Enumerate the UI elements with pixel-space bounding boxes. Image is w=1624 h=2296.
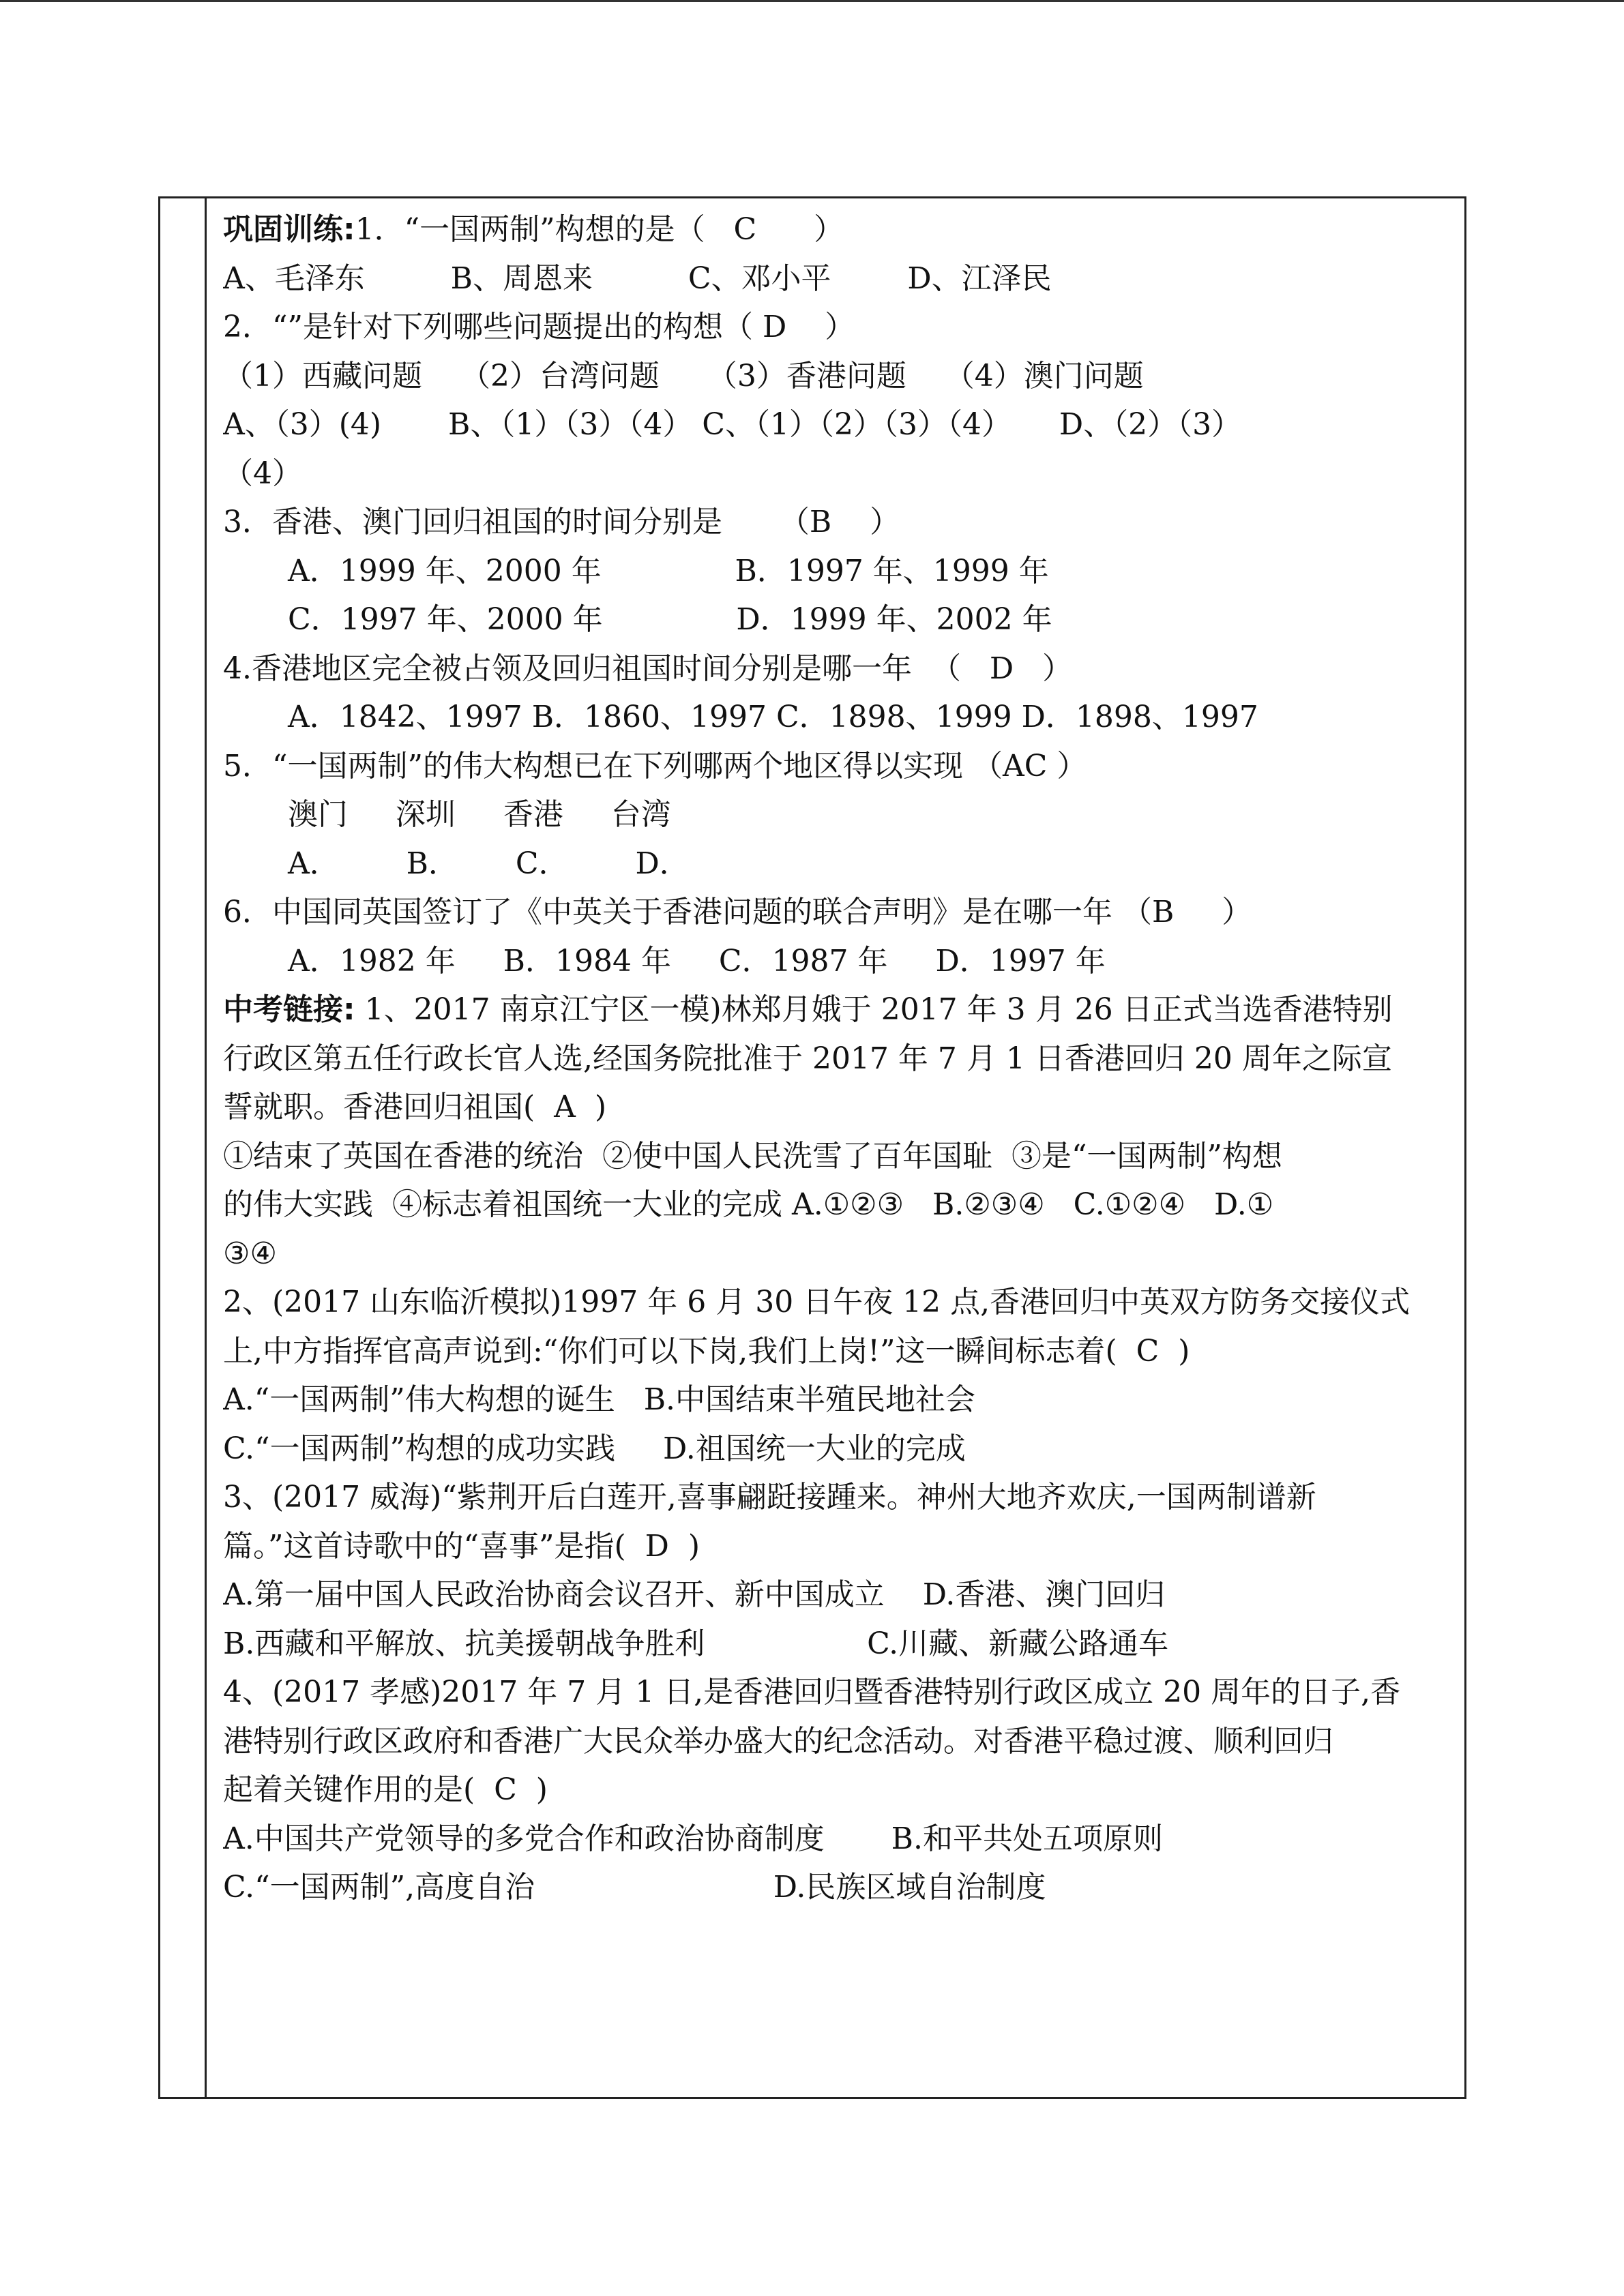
text-line <box>223 254 1458 303</box>
line-text: 港特别行政区政府和香港广大民众举办盛大的纪念活动。对香港平稳过渡、顺利回归 <box>223 1723 1333 1759</box>
text-line <box>223 595 1458 644</box>
section-heading: 中考链接: <box>223 992 355 1027</box>
line-text: 篇。”这首诗歌中的“喜事”是指( D ) <box>223 1528 700 1564</box>
line-text: A．1842、1997 B．1860、1997 C．1898、1999 D．1898、1997 <box>288 700 1258 734</box>
text-line <box>223 1375 1458 1425</box>
line-text: 上,中方指挥官高声说到:“你们可以下岗,我们上岗!”这一瞬间标志着( C ) <box>223 1333 1190 1369</box>
line-text: A.中国共产党领导的多党合作和政治协商制度 B.和平共处五项原则 <box>223 1821 1163 1856</box>
line-text: 1、2017 南京江宁区一模)林郑月娥于 2017 年 3 月 26 日正式当选香港特别 <box>355 992 1393 1027</box>
text-line <box>223 693 1458 742</box>
line-text: B.西藏和平解放、抗美援朝战争胜利 C.川藏、新藏公路通车 <box>223 1626 1169 1661</box>
line-text: 5．“一国两制”的伟大构想已在下列哪两个地区得以实现 （AC ） <box>223 748 1087 784</box>
text-line <box>223 1765 1458 1815</box>
text-line <box>223 839 1458 889</box>
line-text: A． B． C． D． <box>288 846 690 881</box>
section-heading: 巩固训练: <box>223 212 355 247</box>
line-text: （1）西藏问题 （2）台湾问题 （3）香港问题 （4）澳门问题 <box>223 358 1144 393</box>
text-line <box>223 1815 1458 1864</box>
text-line <box>223 644 1458 694</box>
line-text: A、毛泽东 B、周恩来 C、邓小平 D、江泽民 <box>223 260 1052 296</box>
text-line <box>223 1717 1458 1766</box>
text-line <box>223 1132 1458 1181</box>
line-text: A、（3）(4) B、（1）（3）（4） C、（1）（2）（3）（4） D、（2）（3） <box>223 407 1242 442</box>
text-line <box>223 498 1458 547</box>
line-text: 4、(2017 孝感)2017 年 7 月 1 日,是香港回归暨香港特别行政区成立 20 周年的日子,香 <box>223 1675 1401 1710</box>
line-text: ③④ <box>223 1236 277 1271</box>
text-line <box>223 205 1458 254</box>
text-line <box>223 547 1458 596</box>
line-text: A.第一届中国人民政治协商会议召开、新中国成立 D.香港、澳门回归 <box>223 1577 1166 1612</box>
text-line <box>223 888 1458 937</box>
line-text: C．1997 年、2000 年 D．1999 年、2002 年 <box>288 602 1052 637</box>
text-line <box>223 985 1458 1034</box>
line-text: 3．香港、澳门回归祖国的时间分别是 （B ） <box>223 505 900 539</box>
text-line <box>223 449 1458 498</box>
text-line <box>223 790 1458 839</box>
line-text: 3、(2017 威海)“紫荆开后白莲开,喜事翩跹接踵来。神州大地齐欢庆,一国两制谱新 <box>223 1480 1316 1515</box>
exercise-content <box>223 205 1458 1912</box>
line-text: 的伟大实践 ④标志着祖国统一大业的完成 A.①②③ B.②③④ C.①②④ D.① <box>223 1187 1274 1222</box>
text-line <box>223 352 1458 401</box>
text-line <box>223 1083 1458 1132</box>
text-line <box>223 1522 1458 1571</box>
line-text: （4） <box>223 456 302 491</box>
text-line <box>223 1473 1458 1522</box>
line-text: 1．“一国两制”构想的是（ C ） <box>355 212 844 247</box>
line-text: C.“一国两制”构想的成功实践 D.祖国统一大业的完成 <box>223 1431 966 1466</box>
text-line <box>223 1570 1458 1620</box>
line-text: 2．“”是针对下列哪些问题提出的构想（ D ） <box>223 310 855 344</box>
text-line <box>223 742 1458 791</box>
text-line <box>223 1668 1458 1717</box>
left-margin-column <box>160 198 207 2097</box>
page-top-rule <box>0 0 1624 2</box>
text-line <box>223 1034 1458 1084</box>
line-text: 6．中国同英国签订了《中英关于香港问题的联合声明》是在哪一年 （B ） <box>223 895 1252 929</box>
text-line <box>223 303 1458 352</box>
text-line <box>223 1278 1458 1327</box>
line-text: 澳门 深圳 香港 台湾 <box>288 797 671 832</box>
line-text: C.“一国两制”,高度自治 D.民族区域自治制度 <box>223 1870 1046 1905</box>
line-text: 2、(2017 山东临沂模拟)1997 年 6 月 30 日午夜 12 点,香港回归中英双方防务交接仪式 <box>223 1285 1411 1320</box>
line-text: A.“一国两制”伟大构想的诞生 B.中国结束半殖民地社会 <box>223 1382 976 1417</box>
text-line <box>223 1425 1458 1474</box>
line-text: 起着关键作用的是( C ) <box>223 1772 548 1807</box>
text-line <box>223 937 1458 986</box>
line-text: A．1999 年、2000 年 B．1997 年、1999 年 <box>288 553 1049 588</box>
text-line <box>223 1180 1458 1229</box>
text-line <box>223 1620 1458 1669</box>
line-text: 行政区第五任行政长官人选,经国务院批准于 2017 年 7 月 1 日香港回归 20 周年之际宣 <box>223 1041 1392 1076</box>
text-line <box>223 1229 1458 1279</box>
line-text: A．1982 年 B．1984 年 C．1987 年 D．1997 年 <box>288 943 1106 979</box>
line-text: 4.香港地区完全被占领及回归祖国时间分别是哪一年 （ D ） <box>223 651 1073 686</box>
text-line <box>223 1327 1458 1376</box>
line-text: ①结束了英国在香港的统治 ②使中国人民洗雪了百年国耻 ③是“一国两制”构想 <box>223 1138 1282 1174</box>
worksheet-table <box>158 196 1466 2099</box>
text-line <box>223 1863 1458 1912</box>
text-line <box>223 400 1458 449</box>
line-text: 誓就职。香港回归祖国( A ) <box>223 1090 607 1124</box>
